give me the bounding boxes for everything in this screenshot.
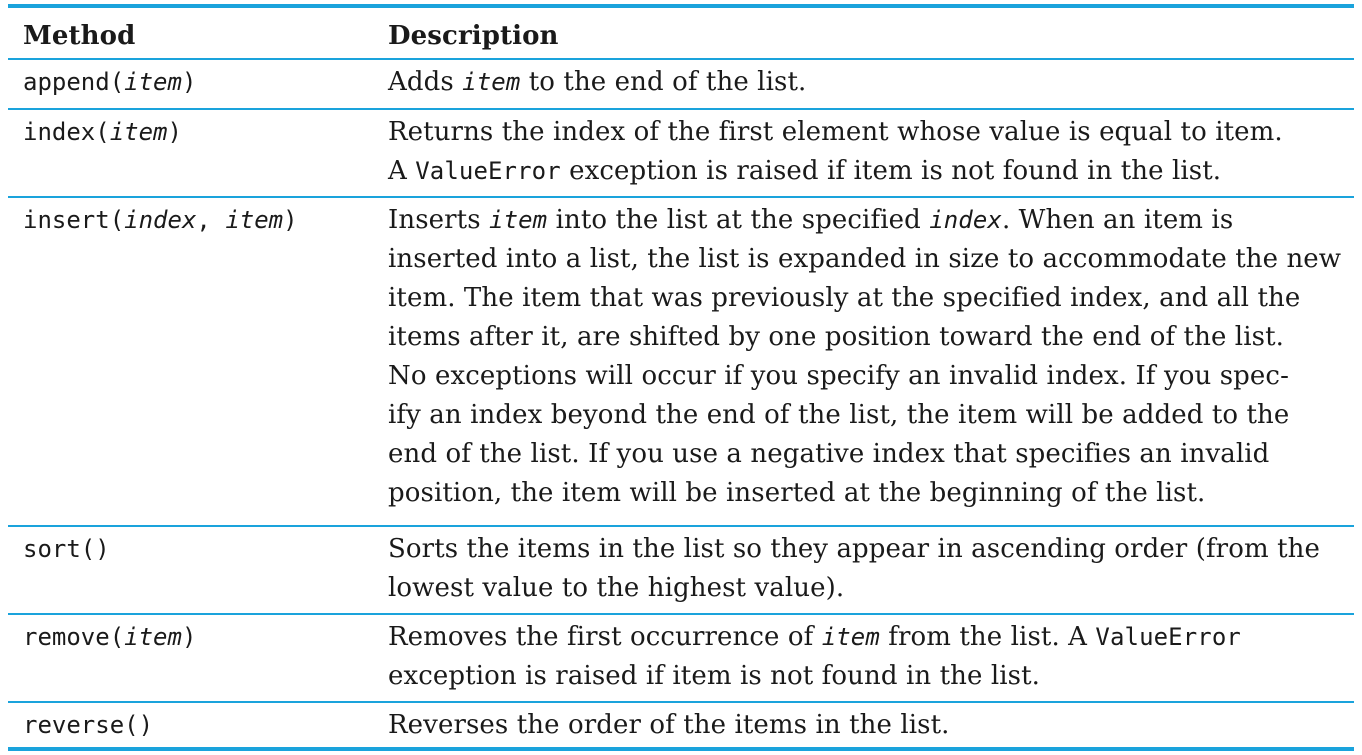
description-cell: Removes the first occurrence of item from the list. A ValueError exception is raised if item is not found in the list. [388,622,1241,691]
table-row [8,60,1354,110]
header-description: Description [388,21,559,51]
method-cell: reverse() [23,711,154,739]
table-row [8,615,1354,703]
method-cell: sort() [23,535,110,563]
description-cell: Inserts item into the list at the specified index. When an item is inserted into a list, the list is expanded in size to accommodate the new item. The item that was previously at the specified index, and all the items after it, are shifted by one position toward the end of the list. No exceptions will occur if you specify an invalid index. If you spec- ify an index beyond the end of the list, the item will be added to the end of the list. If you use a negative index that specifies an invalid position, the item will be inserted at the beginning of the list. [388,205,1342,508]
table-row [8,110,1354,198]
description-cell: Sorts the items in the list so they appear in ascending order (from the lowest value to the highest value). [388,534,1320,603]
table-row [8,527,1354,615]
description-cell: Adds item to the end of the list. [388,67,807,97]
description-cell: Reverses the order of the items in the list. [388,710,950,740]
table-row [8,703,1354,747]
method-cell: remove(item) [23,623,197,651]
method-cell: index(item) [23,118,182,146]
description-cell: Returns the index of the first element whose value is equal to item. A ValueError exception is raised if item is not found in the list. [388,117,1283,186]
method-cell: insert(index, item) [23,206,298,234]
table-header-row [8,8,1354,60]
method-cell: append(item) [23,68,197,96]
list-methods-table [8,4,1354,751]
header-method: Method [23,21,136,51]
table-row [8,198,1354,527]
